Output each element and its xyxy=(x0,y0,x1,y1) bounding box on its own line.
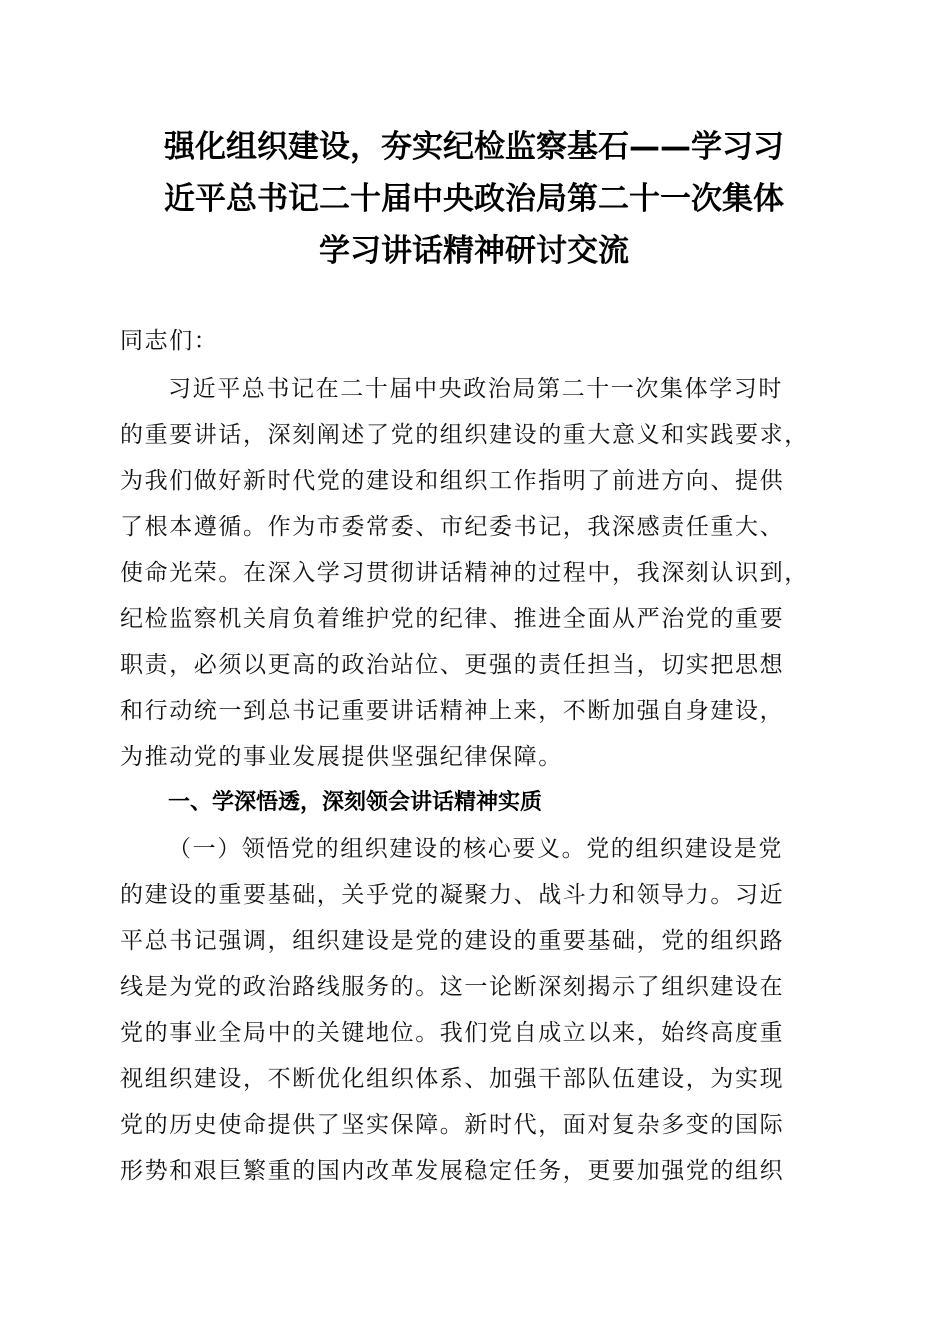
section-heading-1: 一、学深悟透，深刻领会讲话精神实质 xyxy=(168,790,543,815)
salutation: 同志们： xyxy=(120,328,219,354)
intro-line-1: 习近平总书记在二十届中央政治局第二十一次集体学习时 xyxy=(168,376,783,402)
intro-line-3: 为我们做好新时代党的建设和组织工作指明了前进方向、提供 xyxy=(120,468,785,494)
section1-line-1: （一）领悟党的组织建设的核心要义。党的组织建设是党 xyxy=(168,836,783,862)
section1-line-2: 的建设的重要基础，关乎党的凝聚力、战斗力和领导力。习近 xyxy=(120,882,785,908)
intro-line-9: 为推动党的事业发展提供坚强纪律保障。 xyxy=(120,744,563,770)
intro-line-6: 纪检监察机关肩负着维护党的纪律、推进全面从严治党的重要 xyxy=(120,606,785,632)
section1-line-3: 平总书记强调，组织建设是党的建设的重要基础，党的组织路 xyxy=(120,928,785,954)
intro-line-4: 了根本遵循。作为市委常委、市纪委书记，我深感责任重大、 xyxy=(120,514,785,540)
section1-line-6: 视组织建设，不断优化组织体系、加强干部队伍建设，为实现 xyxy=(120,1066,785,1092)
section1-line-7: 党的历史使命提供了坚实保障。新时代，面对复杂多变的国际 xyxy=(120,1112,785,1138)
intro-line-7: 职责，必须以更高的政治站位、更强的责任担当，切实把思想 xyxy=(120,652,785,678)
intro-line-8: 和行动统一到总书记重要讲话精神上来，不断加强自身建设， xyxy=(120,698,785,724)
document-title-line-3: 学习讲话精神研讨交流 xyxy=(319,233,629,269)
intro-line-2: 的重要讲话，深刻阐述了党的组织建设的重大意义和实践要求， xyxy=(120,422,809,448)
section1-line-8: 形势和艰巨繁重的国内改革发展稳定任务，更要加强党的组织 xyxy=(120,1158,785,1184)
section1-line-5: 党的事业全局中的关键地位。我们党自成立以来，始终高度重 xyxy=(120,1020,785,1046)
intro-line-5: 使命光荣。在深入学习贯彻讲话精神的过程中，我深刻认识到， xyxy=(120,560,809,586)
document-title-line-1: 强化组织建设，夯实纪检监察基石——学习习 xyxy=(164,129,784,165)
section1-line-4: 线是为党的政治路线服务的。这一论断深刻揭示了组织建设在 xyxy=(120,974,785,1000)
document-title-line-2: 近平总书记二十届中央政治局第二十一次集体 xyxy=(164,181,784,217)
